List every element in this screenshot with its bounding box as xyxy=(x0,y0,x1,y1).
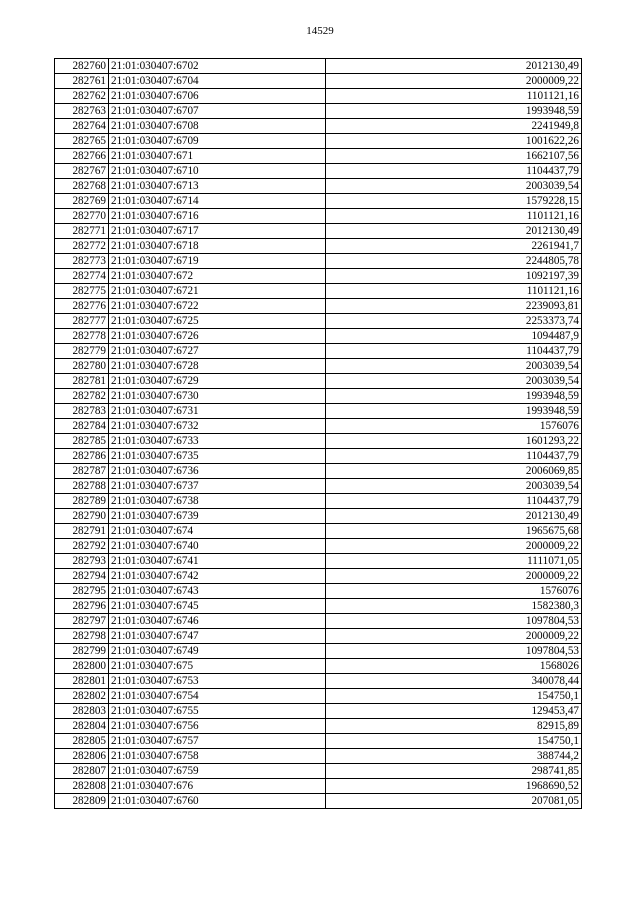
row-number-cell: 282792 xyxy=(55,539,109,554)
cadastral-value-cell: 2000009,22 xyxy=(326,569,582,584)
table-row xyxy=(55,224,582,239)
row-number-cell: 282782 xyxy=(55,389,109,404)
table-row xyxy=(55,554,582,569)
cadastral-value-cell: 1576076 xyxy=(326,419,582,434)
cadastral-value-cell: 2000009,22 xyxy=(326,629,582,644)
table-row xyxy=(55,179,582,194)
cadastral-number-cell: 21:01:030407:6755 xyxy=(109,704,326,719)
cadastral-number-cell: 21:01:030407:6707 xyxy=(109,104,326,119)
row-number-cell: 282799 xyxy=(55,644,109,659)
cadastral-number-cell: 21:01:030407:6760 xyxy=(109,794,326,809)
table-row xyxy=(55,509,582,524)
cadastral-value-cell: 2261941,7 xyxy=(326,239,582,254)
row-number-cell: 282765 xyxy=(55,134,109,149)
cadastral-number-cell: 21:01:030407:6718 xyxy=(109,239,326,254)
cadastral-number-cell: 21:01:030407:6735 xyxy=(109,449,326,464)
cadastral-value-cell: 2000009,22 xyxy=(326,539,582,554)
cadastral-number-cell: 21:01:030407:6759 xyxy=(109,764,326,779)
table-row xyxy=(55,119,582,134)
table-row xyxy=(55,209,582,224)
table-row xyxy=(55,89,582,104)
cadastral-value-cell: 2006069,85 xyxy=(326,464,582,479)
table-row xyxy=(55,149,582,164)
cadastral-value-cell: 1104437,79 xyxy=(326,164,582,179)
row-number-cell: 282785 xyxy=(55,434,109,449)
cadastral-number-cell: 21:01:030407:674 xyxy=(109,524,326,539)
row-number-cell: 282805 xyxy=(55,734,109,749)
table-row xyxy=(55,284,582,299)
cadastral-value-cell: 1568026 xyxy=(326,659,582,674)
row-number-cell: 282778 xyxy=(55,329,109,344)
row-number-cell: 282802 xyxy=(55,689,109,704)
cadastral-number-cell: 21:01:030407:6756 xyxy=(109,719,326,734)
cadastral-number-cell: 21:01:030407:6704 xyxy=(109,74,326,89)
cadastral-number-cell: 21:01:030407:6743 xyxy=(109,584,326,599)
row-number-cell: 282795 xyxy=(55,584,109,599)
table-row xyxy=(55,449,582,464)
table-row xyxy=(55,524,582,539)
cadastral-number-cell: 21:01:030407:6737 xyxy=(109,479,326,494)
table-row xyxy=(55,539,582,554)
row-number-cell: 282770 xyxy=(55,209,109,224)
cadastral-value-cell: 1579228,15 xyxy=(326,194,582,209)
table-row xyxy=(55,254,582,269)
table-row xyxy=(55,794,582,809)
cadastral-number-cell: 21:01:030407:6732 xyxy=(109,419,326,434)
cadastral-number-cell: 21:01:030407:6717 xyxy=(109,224,326,239)
table-row xyxy=(55,434,582,449)
table-row xyxy=(55,134,582,149)
row-number-cell: 282771 xyxy=(55,224,109,239)
cadastral-value-cell: 154750,1 xyxy=(326,689,582,704)
row-number-cell: 282774 xyxy=(55,269,109,284)
cadastral-value-cell: 1582380,3 xyxy=(326,599,582,614)
cadastral-value-cell: 1097804,53 xyxy=(326,614,582,629)
cadastral-number-cell: 21:01:030407:6747 xyxy=(109,629,326,644)
row-number-cell: 282763 xyxy=(55,104,109,119)
row-number-cell: 282808 xyxy=(55,779,109,794)
cadastral-value-cell: 340078,44 xyxy=(326,674,582,689)
table-row xyxy=(55,374,582,389)
cadastral-number-cell: 21:01:030407:6709 xyxy=(109,134,326,149)
row-number-cell: 282773 xyxy=(55,254,109,269)
cadastral-number-cell: 21:01:030407:6716 xyxy=(109,209,326,224)
cadastral-number-cell: 21:01:030407:6706 xyxy=(109,89,326,104)
cadastral-value-cell: 207081,05 xyxy=(326,794,582,809)
row-number-cell: 282809 xyxy=(55,794,109,809)
cadastral-number-cell: 21:01:030407:6721 xyxy=(109,284,326,299)
cadastral-number-cell: 21:01:030407:6757 xyxy=(109,734,326,749)
cadastral-number-cell: 21:01:030407:6714 xyxy=(109,194,326,209)
cadastral-value-cell: 2012130,49 xyxy=(326,59,582,74)
cadastral-value-cell: 1101121,16 xyxy=(326,209,582,224)
table-row xyxy=(55,719,582,734)
cadastral-value-cell: 1576076 xyxy=(326,584,582,599)
table-row xyxy=(55,389,582,404)
cadastral-value-cell: 1662107,56 xyxy=(326,149,582,164)
cadastral-value-cell: 2253373,74 xyxy=(326,314,582,329)
table-row xyxy=(55,359,582,374)
cadastral-value-cell: 2012130,49 xyxy=(326,224,582,239)
cadastral-number-cell: 21:01:030407:6746 xyxy=(109,614,326,629)
cadastral-value-cell: 1104437,79 xyxy=(326,494,582,509)
row-number-cell: 282761 xyxy=(55,74,109,89)
cadastral-value-cell: 2241949,8 xyxy=(326,119,582,134)
cadastral-value-cell: 2012130,49 xyxy=(326,509,582,524)
cadastral-number-cell: 21:01:030407:6731 xyxy=(109,404,326,419)
cadastral-number-cell: 21:01:030407:6741 xyxy=(109,554,326,569)
cadastral-value-cell: 1993948,59 xyxy=(326,404,582,419)
row-number-cell: 282806 xyxy=(55,749,109,764)
table-row xyxy=(55,74,582,89)
cadastral-number-cell: 21:01:030407:6753 xyxy=(109,674,326,689)
cadastral-number-cell: 21:01:030407:6736 xyxy=(109,464,326,479)
cadastral-number-cell: 21:01:030407:6725 xyxy=(109,314,326,329)
row-number-cell: 282777 xyxy=(55,314,109,329)
table-row xyxy=(55,404,582,419)
cadastral-number-cell: 21:01:030407:6739 xyxy=(109,509,326,524)
cadastral-number-cell: 21:01:030407:6749 xyxy=(109,644,326,659)
table-row xyxy=(55,749,582,764)
table-row xyxy=(55,614,582,629)
cadastral-number-cell: 21:01:030407:6719 xyxy=(109,254,326,269)
cadastral-value-cell: 154750,1 xyxy=(326,734,582,749)
cadastral-value-cell: 1104437,79 xyxy=(326,344,582,359)
table-row xyxy=(55,659,582,674)
cadastral-value-cell: 1101121,16 xyxy=(326,284,582,299)
cadastral-value-cell: 1101121,16 xyxy=(326,89,582,104)
cadastral-value-cell: 1092197,39 xyxy=(326,269,582,284)
table-row xyxy=(55,419,582,434)
table-row xyxy=(55,59,582,74)
row-number-cell: 282760 xyxy=(55,59,109,74)
row-number-cell: 282801 xyxy=(55,674,109,689)
cadastral-value-cell: 1111071,05 xyxy=(326,554,582,569)
cadastral-number-cell: 21:01:030407:6708 xyxy=(109,119,326,134)
cadastral-value-cell: 1104437,79 xyxy=(326,449,582,464)
cadastral-value-cell: 2003039,54 xyxy=(326,374,582,389)
table-row xyxy=(55,239,582,254)
cadastral-value-cell: 1001622,26 xyxy=(326,134,582,149)
row-number-cell: 282769 xyxy=(55,194,109,209)
cadastral-value-cell: 2003039,54 xyxy=(326,179,582,194)
row-number-cell: 282793 xyxy=(55,554,109,569)
row-number-cell: 282807 xyxy=(55,764,109,779)
cadastral-number-cell: 21:01:030407:675 xyxy=(109,659,326,674)
cadastral-value-cell: 1097804,53 xyxy=(326,644,582,659)
row-number-cell: 282775 xyxy=(55,284,109,299)
table-row xyxy=(55,704,582,719)
table-row xyxy=(55,299,582,314)
registry-table-body xyxy=(55,59,582,809)
cadastral-number-cell: 21:01:030407:6758 xyxy=(109,749,326,764)
row-number-cell: 282790 xyxy=(55,509,109,524)
table-row xyxy=(55,779,582,794)
row-number-cell: 282800 xyxy=(55,659,109,674)
cadastral-value-cell: 129453,47 xyxy=(326,704,582,719)
cadastral-number-cell: 21:01:030407:6726 xyxy=(109,329,326,344)
cadastral-value-cell: 298741,85 xyxy=(326,764,582,779)
cadastral-number-cell: 21:01:030407:671 xyxy=(109,149,326,164)
table-row xyxy=(55,494,582,509)
cadastral-number-cell: 21:01:030407:6702 xyxy=(109,59,326,74)
cadastral-number-cell: 21:01:030407:6710 xyxy=(109,164,326,179)
table-row xyxy=(55,194,582,209)
table-row xyxy=(55,764,582,779)
table-row xyxy=(55,104,582,119)
cadastral-number-cell: 21:01:030407:6730 xyxy=(109,389,326,404)
table-row xyxy=(55,644,582,659)
row-number-cell: 282788 xyxy=(55,479,109,494)
row-number-cell: 282786 xyxy=(55,449,109,464)
row-number-cell: 282794 xyxy=(55,569,109,584)
cadastral-value-cell: 2003039,54 xyxy=(326,479,582,494)
table-row xyxy=(55,164,582,179)
row-number-cell: 282776 xyxy=(55,299,109,314)
cadastral-value-cell: 2003039,54 xyxy=(326,359,582,374)
table-row xyxy=(55,689,582,704)
cadastral-value-cell: 2000009,22 xyxy=(326,74,582,89)
row-number-cell: 282768 xyxy=(55,179,109,194)
table-row xyxy=(55,269,582,284)
row-number-cell: 282787 xyxy=(55,464,109,479)
cadastral-value-cell: 1094487,9 xyxy=(326,329,582,344)
table-row xyxy=(55,479,582,494)
cadastral-number-cell: 21:01:030407:6729 xyxy=(109,374,326,389)
table-row xyxy=(55,599,582,614)
row-number-cell: 282784 xyxy=(55,419,109,434)
cadastral-number-cell: 21:01:030407:6742 xyxy=(109,569,326,584)
cadastral-value-cell: 1968690,52 xyxy=(326,779,582,794)
row-number-cell: 282781 xyxy=(55,374,109,389)
row-number-cell: 282798 xyxy=(55,629,109,644)
cadastral-number-cell: 21:01:030407:6738 xyxy=(109,494,326,509)
table-row xyxy=(55,314,582,329)
row-number-cell: 282780 xyxy=(55,359,109,374)
cadastral-value-cell: 2244805,78 xyxy=(326,254,582,269)
cadastral-value-cell: 2239093,81 xyxy=(326,299,582,314)
row-number-cell: 282762 xyxy=(55,89,109,104)
row-number-cell: 282772 xyxy=(55,239,109,254)
page-number: 14529 xyxy=(306,25,334,37)
row-number-cell: 282804 xyxy=(55,719,109,734)
cadastral-number-cell: 21:01:030407:6745 xyxy=(109,599,326,614)
cadastral-number-cell: 21:01:030407:676 xyxy=(109,779,326,794)
cadastral-number-cell: 21:01:030407:6740 xyxy=(109,539,326,554)
cadastral-number-cell: 21:01:030407:6713 xyxy=(109,179,326,194)
row-number-cell: 282796 xyxy=(55,599,109,614)
table-row xyxy=(55,344,582,359)
table-row xyxy=(55,464,582,479)
row-number-cell: 282767 xyxy=(55,164,109,179)
table-row xyxy=(55,734,582,749)
registry-table xyxy=(54,58,582,809)
row-number-cell: 282766 xyxy=(55,149,109,164)
cadastral-number-cell: 21:01:030407:6727 xyxy=(109,344,326,359)
cadastral-value-cell: 82915,89 xyxy=(326,719,582,734)
row-number-cell: 282783 xyxy=(55,404,109,419)
cadastral-value-cell: 1965675,68 xyxy=(326,524,582,539)
row-number-cell: 282764 xyxy=(55,119,109,134)
cadastral-value-cell: 388744,2 xyxy=(326,749,582,764)
cadastral-number-cell: 21:01:030407:6722 xyxy=(109,299,326,314)
cadastral-number-cell: 21:01:030407:6754 xyxy=(109,689,326,704)
cadastral-value-cell: 1993948,59 xyxy=(326,104,582,119)
cadastral-value-cell: 1993948,59 xyxy=(326,389,582,404)
cadastral-number-cell: 21:01:030407:672 xyxy=(109,269,326,284)
table-row xyxy=(55,584,582,599)
cadastral-number-cell: 21:01:030407:6733 xyxy=(109,434,326,449)
cadastral-number-cell: 21:01:030407:6728 xyxy=(109,359,326,374)
row-number-cell: 282797 xyxy=(55,614,109,629)
row-number-cell: 282803 xyxy=(55,704,109,719)
table-row xyxy=(55,329,582,344)
cadastral-value-cell: 1601293,22 xyxy=(326,434,582,449)
table-row xyxy=(55,629,582,644)
row-number-cell: 282779 xyxy=(55,344,109,359)
table-row xyxy=(55,674,582,689)
table-row xyxy=(55,569,582,584)
row-number-cell: 282791 xyxy=(55,524,109,539)
row-number-cell: 282789 xyxy=(55,494,109,509)
